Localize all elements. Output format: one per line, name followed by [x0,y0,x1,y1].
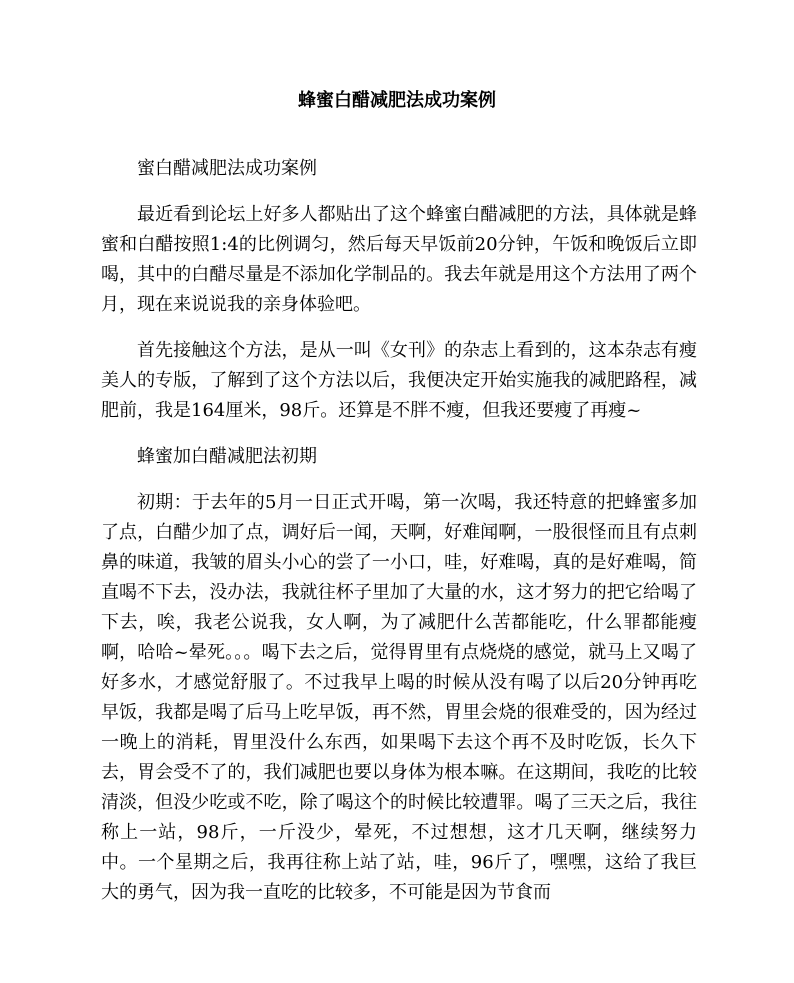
paragraph-gap [101,426,697,442]
document-title: 蜂蜜白醋减肥法成功案例 [298,90,496,111]
paragraph-gap [101,472,697,488]
document-body [101,154,697,908]
paragraph: 初期：于去年的5月一日正式开喝，第一次喝，我还特意的把蜂蜜多加了点，白醋少加了点，调好后一闻，天啊，好难闻啊，一股很怪而且有点刺鼻的味道，我皱的眉头小心的尝了一小口，哇，好难喝，真的是好难喝，简直喝不下去，没办法，我就往杯子里加了大量的水，这才努力的把它给喝了下去，唉，我老公说我，女人啊，为了减肥什么苦都能吃，什么罪都能瘦啊，哈哈~晕死。。。喝下去之后，觉得胃里有点烧烧的感觉，就马上又喝了好多水，才感觉舒服了。不过我早上喝的时候从没有喝了以后20分钟再吃早饭，我都是喝了后马上吃早饭，再不然，胃里会烧的很难受的，因为经过一晚上的消耗，胃里没什么东西，如果喝下去这个再不及时吃饭，长久下去，胃会受不了的，我们减肥也要以身体为根本嘛。在这期间，我吃的比较清淡，但没少吃或不吃，除了喝这个的时候比较遭罪。喝了三天之后，我往称上一站，98斤，一斤没少，晕死，不过想想，这才几天啊，继续努力中。一个星期之后，我再往称上站了站，哇，96斤了，嘿嘿，这给了我巨大的勇气，因为我一直吃的比较多，不可能是因为节食而 [101,492,697,903]
section-heading: 蜂蜜加白醋减肥法初期 [137,446,317,467]
section-heading: 蜜白醋减肥法成功案例 [137,158,317,179]
paragraph-gap [101,320,697,336]
paragraph-gap [101,184,697,200]
paragraph: 最近看到论坛上好多人都贴出了这个蜂蜜白醋减肥的方法，具体就是蜂蜜和白醋按照1:4的比例调匀，然后每天早饭前20分钟，午饭和晚饭后立即喝，其中的白醋尽量是不添加化学制品的。我去年就是用这个方法用了两个月，现在来说说我的亲身体验吧。 [101,204,697,315]
paragraph: 首先接触这个方法，是从一叫《女刊》的杂志上看到的，这本杂志有瘦美人的专版，了解到了这个方法以后，我便决定开始实施我的减肥路程，减肥前，我是164厘米，98斤。还算是不胖不瘦，但我还要瘦了再瘦~ [101,340,697,421]
